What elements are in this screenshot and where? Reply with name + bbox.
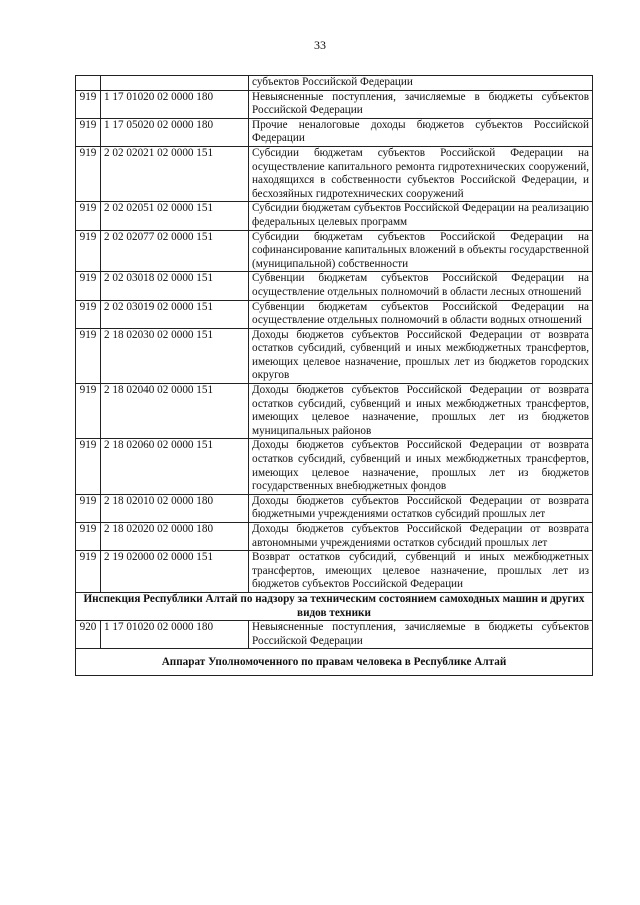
table-row xyxy=(76,621,593,649)
budget-code-cell: 2 18 02030 02 0000 151 xyxy=(101,328,249,383)
budget-code-cell: 2 02 02077 02 0000 151 xyxy=(101,230,249,272)
admin-code-cell: 919 xyxy=(76,439,101,494)
budget-code-cell: 2 02 02051 02 0000 151 xyxy=(101,202,249,230)
revenue-name-cell: Доходы бюджетов субъектов Российской Федерации от возврата остатков субсидий, субвенций и иных межбюджетных трансфертов, имеющих целевое назначение, прошлых лет из бюджетов муниципальных районов xyxy=(249,384,593,439)
budget-code-cell: 2 18 02040 02 0000 151 xyxy=(101,384,249,439)
admin-code-cell: 919 xyxy=(76,494,101,522)
table-row xyxy=(76,272,593,300)
table-row xyxy=(76,523,593,551)
revenue-name-cell: Субсидии бюджетам субъектов Российской Федерации на софинансирование капитальных вложений в объекты государственной (муниципальной) собственности xyxy=(249,230,593,272)
admin-code-cell: 919 xyxy=(76,146,101,201)
budget-code-cell: 2 02 03019 02 0000 151 xyxy=(101,300,249,328)
table-row xyxy=(76,146,593,201)
table-row xyxy=(76,230,593,272)
revenue-name-cell: субъектов Российской Федерации xyxy=(249,76,593,91)
budget-code-cell: 2 02 03018 02 0000 151 xyxy=(101,272,249,300)
revenue-name-cell: Прочие неналоговые доходы бюджетов субъектов Российской Федерации xyxy=(249,118,593,146)
admin-code-cell: 919 xyxy=(76,272,101,300)
admin-code-cell: 919 xyxy=(76,118,101,146)
admin-code-cell: 919 xyxy=(76,523,101,551)
revenue-name-cell: Возврат остатков субсидий, субвенций и иных межбюджетных трансфертов, имеющих целевое назначение, прошлых лет из бюджетов субъектов Российской Федерации xyxy=(249,551,593,593)
table-row xyxy=(76,439,593,494)
admin-code-cell: 920 xyxy=(76,621,101,649)
table-row-continuation xyxy=(76,76,593,91)
budget-code-cell: 2 18 02010 02 0000 180 xyxy=(101,494,249,522)
table-row xyxy=(76,300,593,328)
table-row xyxy=(76,384,593,439)
table-row xyxy=(76,118,593,146)
admin-code-cell: 919 xyxy=(76,230,101,272)
table-row xyxy=(76,202,593,230)
page-number: 33 xyxy=(314,38,326,52)
table-row xyxy=(76,328,593,383)
budget-code-cell: 1 17 05020 02 0000 180 xyxy=(101,118,249,146)
budget-code-cell: 2 18 02020 02 0000 180 xyxy=(101,523,249,551)
budget-code-cell: 2 02 02021 02 0000 151 xyxy=(101,146,249,201)
admin-code-cell xyxy=(76,76,101,91)
admin-code-cell: 919 xyxy=(76,90,101,118)
revenue-name-cell: Субвенции бюджетам субъектов Российской Федерации на осуществление отдельных полномочий в области водных отношений xyxy=(249,300,593,328)
budget-code-cell: 2 19 02000 02 0000 151 xyxy=(101,551,249,593)
budget-code-cell: 1 17 01020 02 0000 180 xyxy=(101,621,249,649)
admin-code-cell: 919 xyxy=(76,328,101,383)
budget-code-cell xyxy=(101,76,249,91)
budget-code-cell: 1 17 01020 02 0000 180 xyxy=(101,90,249,118)
section-header-row xyxy=(76,592,593,620)
revenue-name-cell: Субсидии бюджетам субъектов Российской Федерации на осуществление капитального ремонта гидротехнических сооружений, находящихся в собственности субъектов Российской Федерации, и бесхозяйных гидротехнических сооружений xyxy=(249,146,593,201)
table-row xyxy=(76,551,593,593)
revenue-name-cell: Доходы бюджетов субъектов Российской Федерации от возврата автономными учреждениями остатков субсидий прошлых лет xyxy=(249,523,593,551)
admin-code-cell: 919 xyxy=(76,551,101,593)
revenue-name-cell: Доходы бюджетов субъектов Российской Федерации от возврата бюджетными учреждениями остатков субсидий прошлых лет xyxy=(249,494,593,522)
section-title-inspection: Инспекция Республики Алтай по надзору за техническим состоянием самоходных машин и других видов техники xyxy=(76,592,593,620)
revenue-name-cell: Невыясненные поступления, зачисляемые в бюджеты субъектов Российской Федерации xyxy=(249,621,593,649)
table-body-main xyxy=(76,90,593,592)
table-body-inspection xyxy=(76,621,593,649)
admin-code-cell: 919 xyxy=(76,384,101,439)
revenue-name-cell: Невыясненные поступления, зачисляемые в бюджеты субъектов Российской Федерации xyxy=(249,90,593,118)
revenue-code-table xyxy=(75,75,593,676)
budget-code-cell: 2 18 02060 02 0000 151 xyxy=(101,439,249,494)
admin-code-cell: 919 xyxy=(76,300,101,328)
revenue-name-cell: Субсидии бюджетам субъектов Российской Федерации на реализацию федеральных целевых программ xyxy=(249,202,593,230)
table-row xyxy=(76,90,593,118)
table-row xyxy=(76,494,593,522)
section-header-row xyxy=(76,649,593,676)
revenue-name-cell: Доходы бюджетов субъектов Российской Федерации от возврата остатков субсидий, субвенций и иных межбюджетных трансфертов, имеющих целевое назначение, прошлых лет из бюджетов государственных внебюджетных фондов xyxy=(249,439,593,494)
revenue-name-cell: Доходы бюджетов субъектов Российской Федерации от возврата остатков субсидий, субвенций и иных межбюджетных трансфертов, имеющих целевое назначение, прошлых лет из бюджетов городских округов xyxy=(249,328,593,383)
section-title-ombudsman: Аппарат Уполномоченного по правам человека в Республике Алтай xyxy=(76,649,593,676)
revenue-name-cell: Субвенции бюджетам субъектов Российской Федерации на осуществление отдельных полномочий в области лесных отношений xyxy=(249,272,593,300)
admin-code-cell: 919 xyxy=(76,202,101,230)
